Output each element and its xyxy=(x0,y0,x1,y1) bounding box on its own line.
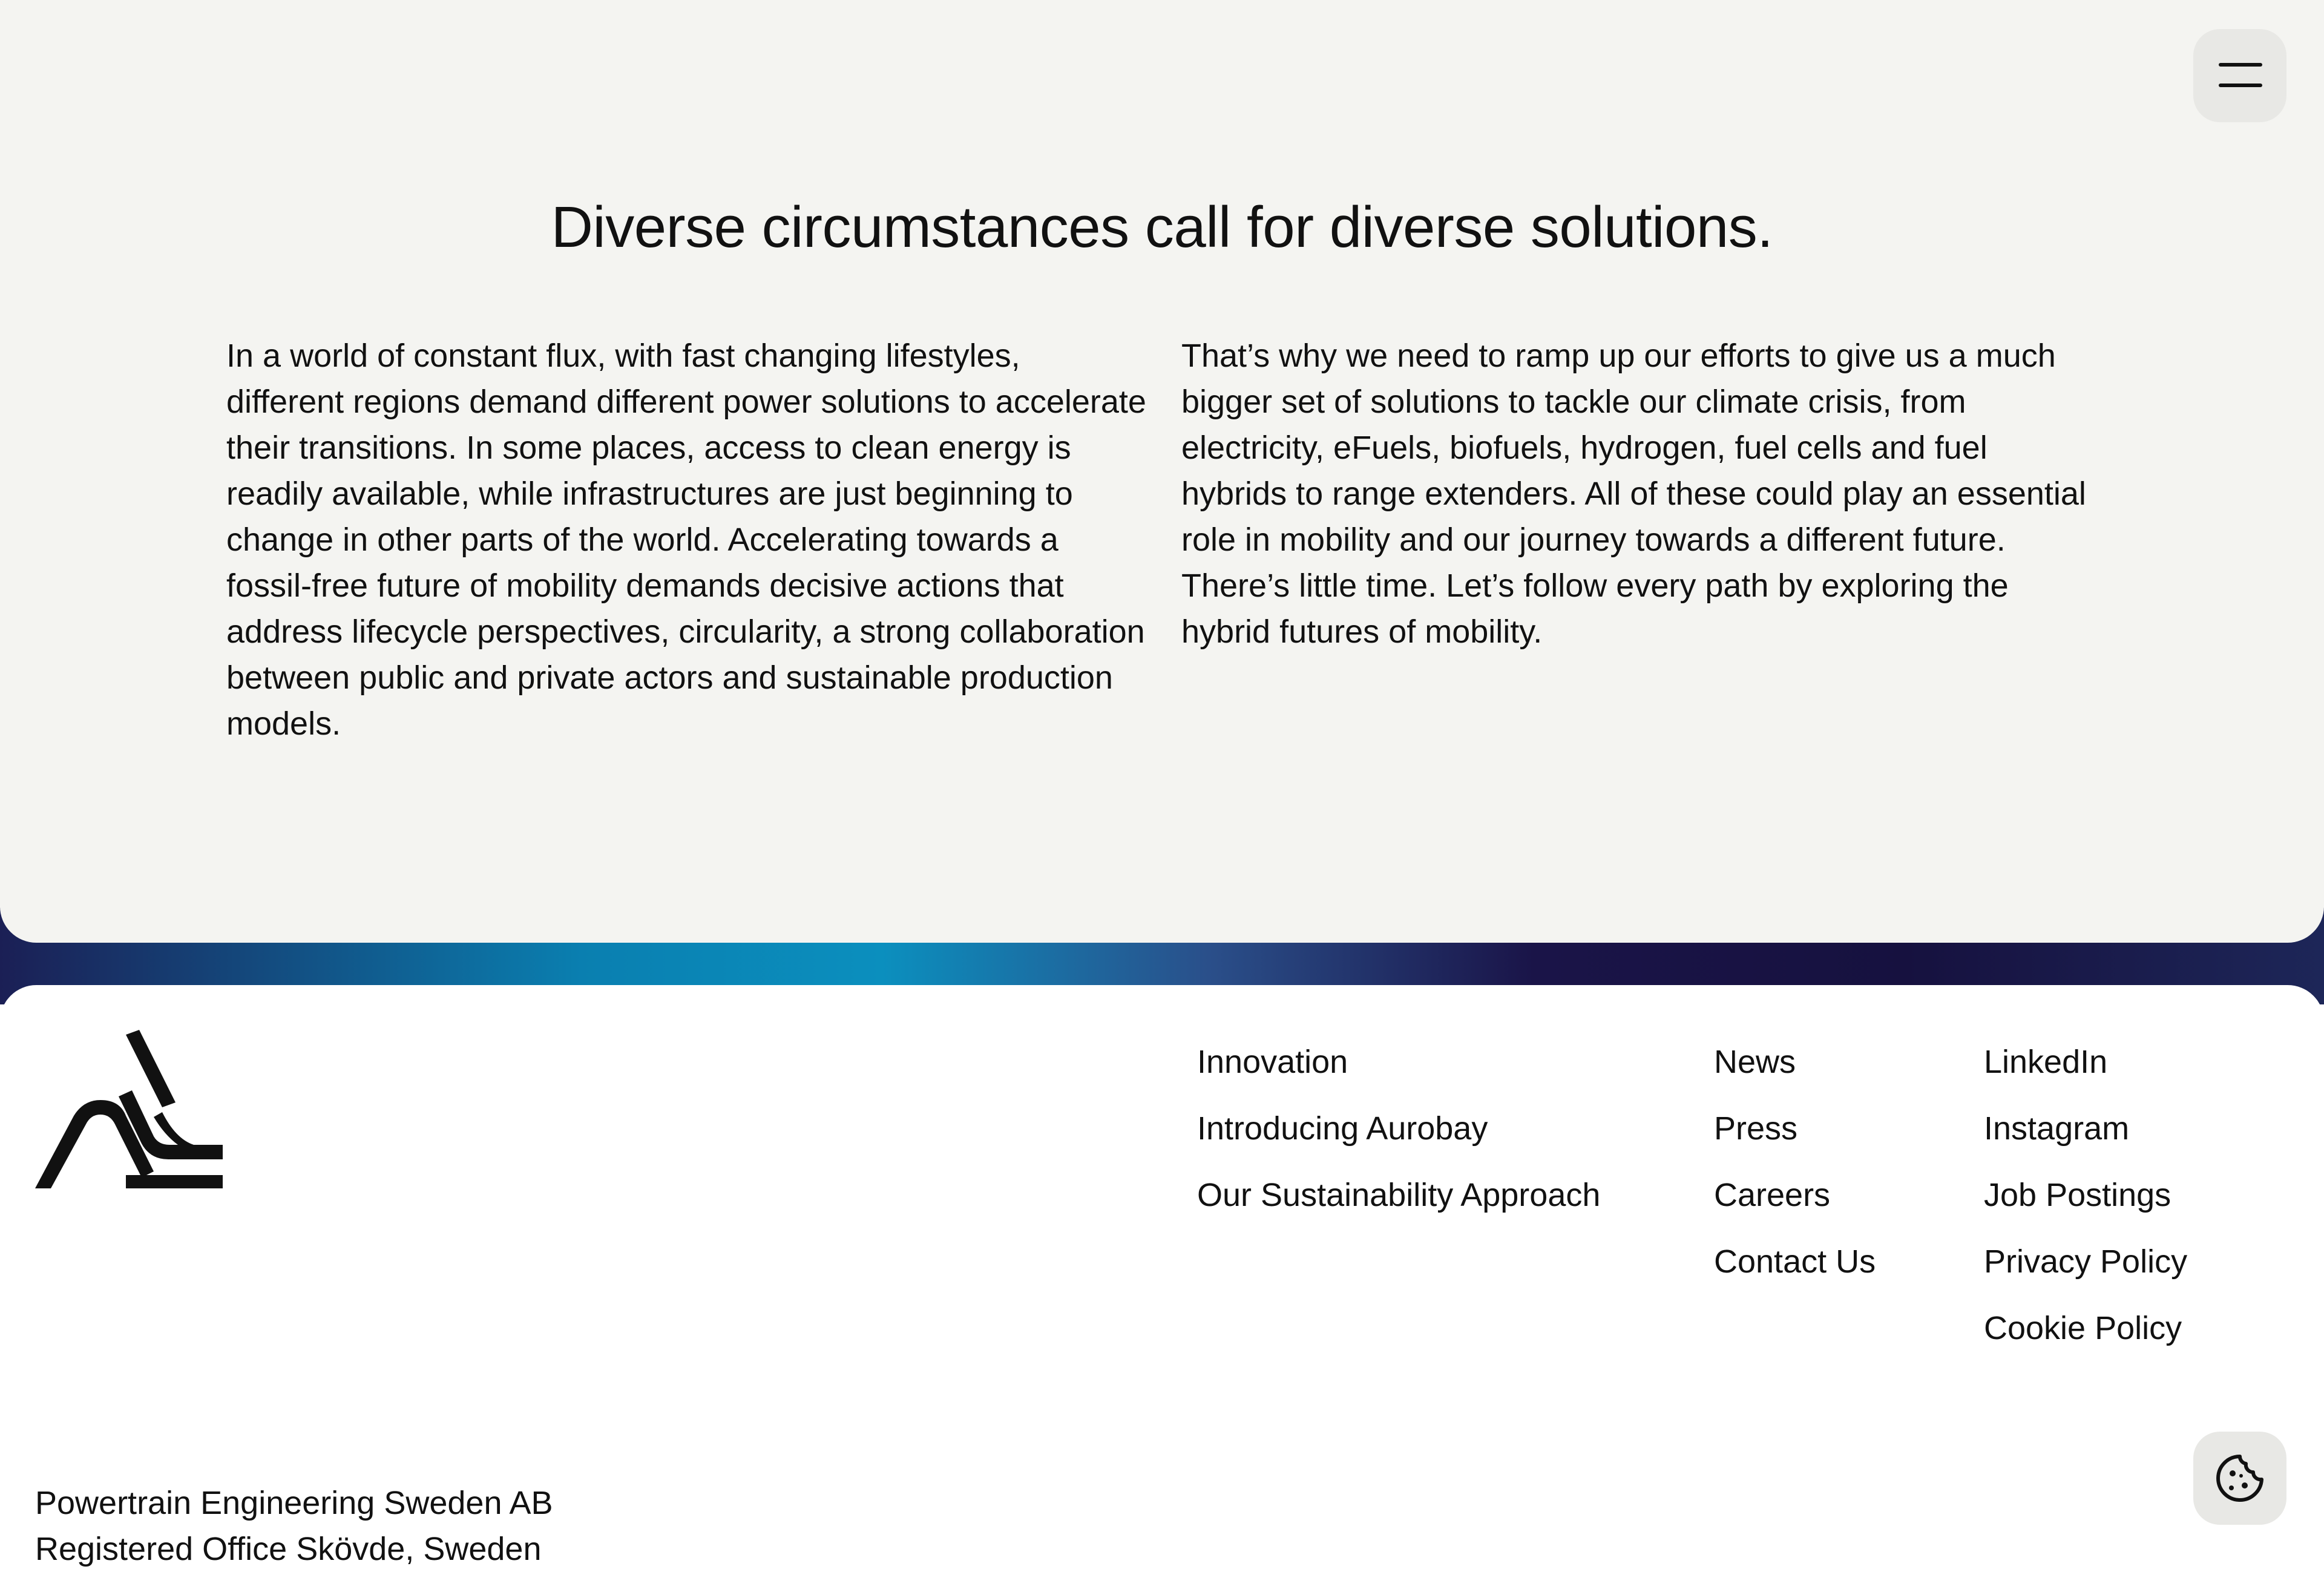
footer-link-careers[interactable]: Careers xyxy=(1714,1177,1831,1213)
footer-link-privacy-policy[interactable]: Privacy Policy xyxy=(1984,1243,2188,1280)
footer-link-instagram[interactable]: Instagram xyxy=(1984,1110,2130,1147)
address-line-office: Registered Office Skövde, Sweden xyxy=(35,1531,542,1567)
address-line-company: Powertrain Engineering Sweden AB xyxy=(35,1485,553,1521)
hamburger-menu-icon xyxy=(2219,63,2262,67)
footer-link-linkedin[interactable]: LinkedIn xyxy=(1984,1044,2108,1080)
intro-paragraph-left: In a world of constant flux, with fast changing lifestyles, different regions demand different power solutions to accelerate their transitions. In some places, access to clean energy is readily available, while infrastructures are just beginning to change in other parts of the world. Accelerating towards a fossil-free future of mobility demands decisive actions that address lifecycle perspectives, circularity, a strong collaboration between public and private actors and sustainable production models. xyxy=(226,338,1146,742)
site-footer xyxy=(0,985,2324,1567)
footer-link-cookie-policy[interactable]: Cookie Policy xyxy=(1984,1310,2182,1346)
footer-link-innovation[interactable]: Innovation xyxy=(1197,1044,1348,1080)
footer-link-news[interactable]: News xyxy=(1714,1044,1796,1080)
footer-links-column-3 xyxy=(1984,1029,2187,1361)
footer-link-sustainability-approach[interactable]: Our Sustainability Approach xyxy=(1197,1177,1601,1213)
aurobay-logo-icon[interactable] xyxy=(35,1026,223,1188)
menu-button[interactable] xyxy=(2193,29,2286,122)
footer-links-column-2 xyxy=(1714,1029,1876,1295)
footer-link-introducing-aurobay[interactable]: Introducing Aurobay xyxy=(1197,1110,1488,1147)
company-address xyxy=(35,1480,553,1572)
footer-link-contact-us[interactable]: Contact Us xyxy=(1714,1243,1876,1280)
page-headline: Diverse circumstances call for diverse solutions. xyxy=(551,195,1773,260)
footer-links-column-1 xyxy=(1197,1029,1600,1228)
footer-link-job-postings[interactable]: Job Postings xyxy=(1984,1177,2171,1213)
cookie-settings-button[interactable] xyxy=(2193,1432,2286,1525)
cookie-icon xyxy=(2214,1453,2265,1504)
intro-paragraph-right: That’s why we need to ramp up our efforts to give us a much bigger set of solutions to tackle our climate crisis, from electricity, eFuels, biofuels, hydrogen, fuel cells and fuel hybrids to range extenders. All of these could play an essential role in mobility and our journey towards a different future. There’s little time. Let’s follow every path by exploring the hybrid futures of mobility. xyxy=(1181,338,2086,650)
footer-link-press[interactable]: Press xyxy=(1714,1110,1798,1147)
hamburger-menu-icon-bar xyxy=(2219,84,2262,87)
